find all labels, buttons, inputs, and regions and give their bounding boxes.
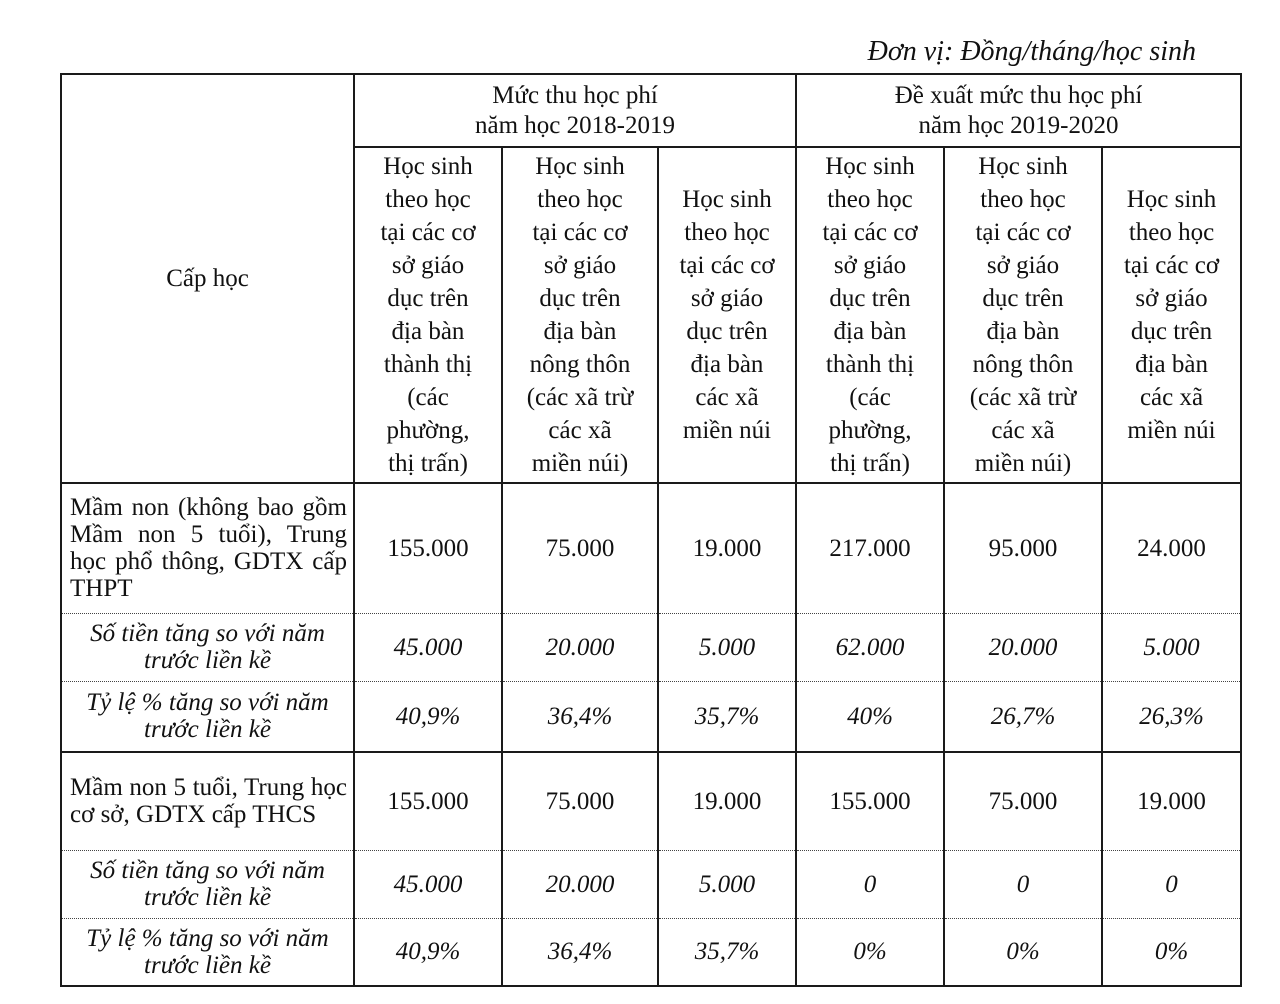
row-label: Mầm non 5 tuổi, Trung học cơ sở, GDTX cấp THCS <box>61 752 354 850</box>
header-row-groups <box>61 74 1241 147</box>
table-row <box>61 918 1241 986</box>
row-label: Mầm non (không bao gồm Mầm non 5 tuổi), Trung học phổ thông, GDTX cấp THPT <box>61 483 354 613</box>
row-label: Tỷ lệ % tăng so với năm trước liền kề <box>61 681 354 752</box>
col-header-mountain-2019: Học sinh theo học tại các cơ sở giáo dục trên địa bàn các xã miền núi <box>1102 147 1241 483</box>
table-cell: 19.000 <box>658 483 796 613</box>
table-cell: 19.000 <box>1102 752 1241 850</box>
table-cell: 0% <box>944 918 1102 986</box>
table-cell: 155.000 <box>354 483 502 613</box>
row-label: Tỷ lệ % tăng so với năm trước liền kề <box>61 918 354 986</box>
row-label: Số tiền tăng so với năm trước liền kề <box>61 613 354 681</box>
table-cell: 40,9% <box>354 681 502 752</box>
table-cell: 24.000 <box>1102 483 1241 613</box>
table-row <box>61 752 1241 850</box>
table-cell: 0 <box>796 850 944 918</box>
table-cell: 36,4% <box>502 918 658 986</box>
table-cell: 95.000 <box>944 483 1102 613</box>
col-header-rural-2019: Học sinh theo học tại các cơ sở giáo dục trên địa bàn nông thôn (các xã trừ các xã miền núi) <box>944 147 1102 483</box>
table-cell: 40,9% <box>354 918 502 986</box>
table-row <box>61 483 1241 613</box>
table-cell: 75.000 <box>502 752 658 850</box>
table-cell: 5.000 <box>658 613 796 681</box>
unit-note: Đơn vị: Đồng/tháng/học sinh <box>867 36 1196 67</box>
table-cell: 40% <box>796 681 944 752</box>
table-row <box>61 850 1241 918</box>
table-cell: 35,7% <box>658 918 796 986</box>
table-cell: 36,4% <box>502 681 658 752</box>
table-cell: 20.000 <box>502 850 658 918</box>
table-row <box>61 681 1241 752</box>
table-cell: 26,3% <box>1102 681 1241 752</box>
table-cell: 45.000 <box>354 613 502 681</box>
col-header-urban-2018: Học sinh theo học tại các cơ sở giáo dục trên địa bàn thành thị (các phường, thị trấn) <box>354 147 502 483</box>
table-cell: 35,7% <box>658 681 796 752</box>
table-cell: 20.000 <box>944 613 1102 681</box>
table-cell: 5.000 <box>658 850 796 918</box>
table-cell: 5.000 <box>1102 613 1241 681</box>
header-group-2019-2020: Đề xuất mức thu học phí năm học 2019-2020 <box>796 74 1241 147</box>
table-cell: 0% <box>1102 918 1241 986</box>
col-header-mountain-2018: Học sinh theo học tại các cơ sở giáo dục trên địa bàn các xã miền núi <box>658 147 796 483</box>
table-cell: 45.000 <box>354 850 502 918</box>
row-label: Số tiền tăng so với năm trước liền kề <box>61 850 354 918</box>
table-cell: 62.000 <box>796 613 944 681</box>
table-cell: 75.000 <box>944 752 1102 850</box>
table-cell: 26,7% <box>944 681 1102 752</box>
col-header-rural-2018: Học sinh theo học tại các cơ sở giáo dục trên địa bàn nông thôn (các xã trừ các xã miền núi) <box>502 147 658 483</box>
col-header-urban-2019: Học sinh theo học tại các cơ sở giáo dục trên địa bàn thành thị (các phường, thị trấn) <box>796 147 944 483</box>
table-cell: 19.000 <box>658 752 796 850</box>
table-cell: 75.000 <box>502 483 658 613</box>
table-cell: 217.000 <box>796 483 944 613</box>
grade-level-header: Cấp học <box>61 74 354 483</box>
table-cell: 20.000 <box>502 613 658 681</box>
table-cell: 155.000 <box>796 752 944 850</box>
table-cell: 0% <box>796 918 944 986</box>
tuition-fee-table <box>60 73 1242 987</box>
table-row <box>61 613 1241 681</box>
header-group-2018-2019: Mức thu học phí năm học 2018-2019 <box>354 74 796 147</box>
table-cell: 0 <box>944 850 1102 918</box>
table-cell: 155.000 <box>354 752 502 850</box>
table-cell: 0 <box>1102 850 1241 918</box>
